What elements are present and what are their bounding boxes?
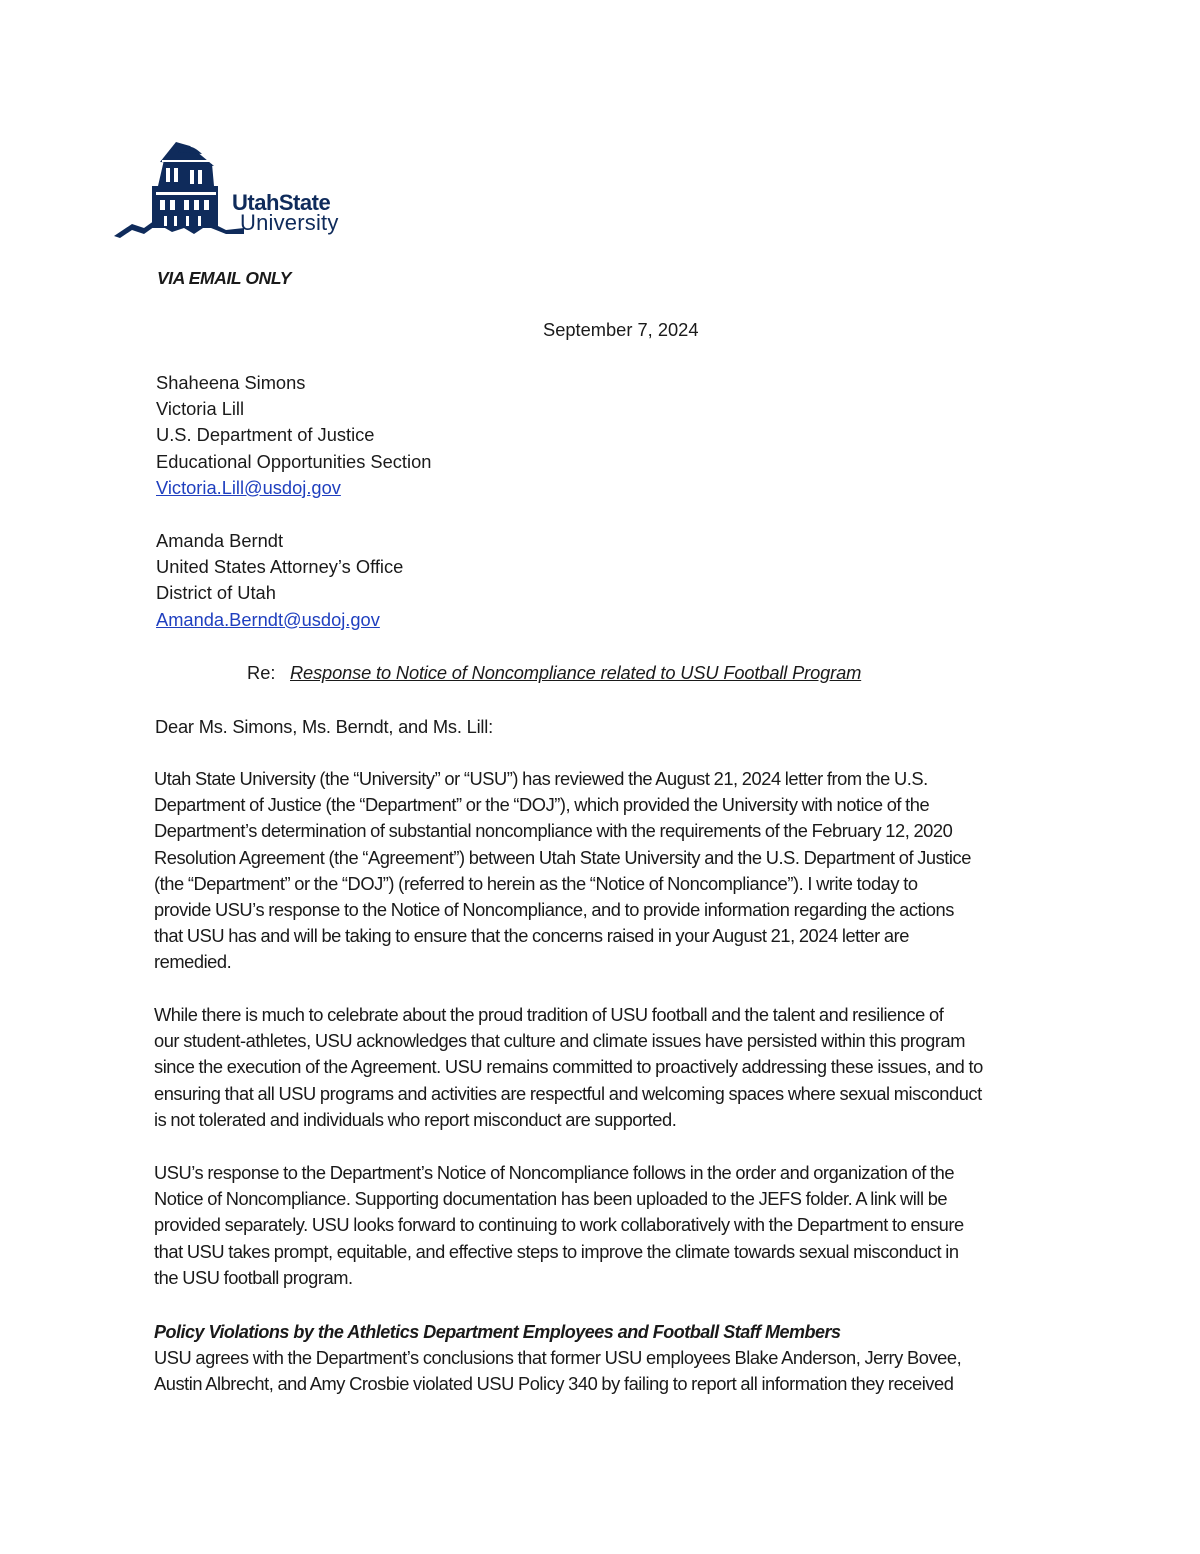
paragraph-line: that USU has and will be taking to ensure that the concerns raised in your August 21, 2024 letter are: [154, 925, 909, 947]
paragraph-line: is not tolerated and individuals who report misconduct are supported.: [154, 1108, 677, 1130]
paragraph-line: Department’s determination of substantial noncompliance with the requirements of the February 12, 2020: [154, 820, 953, 842]
recipient-section: Educational Opportunities Section: [156, 450, 432, 472]
old-main-tower-mountains-icon: [114, 138, 244, 242]
logo-line1: UtahState: [232, 190, 331, 215]
re-label: Re:: [247, 662, 276, 683]
recipient-block-usao: [156, 528, 403, 633]
recipient-email-link[interactable]: Victoria.Lill@usdoj.gov: [156, 476, 341, 498]
paragraph-line: our student-athletes, USU acknowledges that culture and climate issues have persisted within this program: [154, 1030, 965, 1052]
paragraph-line: Notice of Noncompliance. Supporting documentation has been uploaded to the JEFS folder. A link will be: [154, 1188, 948, 1210]
body-paragraph-3: [154, 1160, 1094, 1291]
paragraph-line: remedied.: [154, 951, 232, 973]
paragraph-line: provide USU’s response to the Notice of Noncompliance, and to provide information regarding the actions: [154, 899, 954, 921]
recipient-block-doj: [156, 370, 431, 501]
paragraph-line: Resolution Agreement (the “Agreement”) between Utah State University and the U.S. Department of Justice: [154, 846, 971, 868]
paragraph-line: provided separately. USU looks forward to continuing to work collaboratively with the Department to ensure: [154, 1214, 964, 1236]
recipient-district: District of Utah: [156, 582, 276, 604]
letter-date: September 7, 2024: [543, 319, 699, 340]
recipient-name: Amanda Berndt: [156, 530, 284, 551]
body-paragraph-1: [154, 766, 1094, 976]
paragraph-line: Department of Justice (the “Department” or the “DOJ”), which provided the University with notice of the: [154, 794, 930, 816]
recipient-name: Victoria Lill: [156, 398, 245, 420]
paragraph-line: the USU football program.: [154, 1266, 353, 1288]
recipient-email-link[interactable]: Amanda.Berndt@usdoj.gov: [156, 608, 380, 630]
recipient-organization: U.S. Department of Justice: [156, 424, 375, 446]
usu-logo: [114, 138, 384, 242]
paragraph-line: since the execution of the Agreement. USU remains committed to proactively addressing these issues, and to: [154, 1056, 983, 1078]
recipient-name: Shaheena Simons: [156, 372, 306, 393]
paragraph-line: USU agrees with the Department’s conclusions that former USU employees Blake Anderson, Jerry Bovee,: [154, 1347, 962, 1368]
section-paragraph: [154, 1345, 1094, 1397]
re-subject: Response to Notice of Noncompliance related to USU Football Program: [290, 662, 862, 683]
logo-line2: University: [240, 210, 339, 235]
paragraph-line: Utah State University (the “University” or “USU”) has reviewed the August 21, 2024 letter from the U.S.: [154, 768, 928, 789]
delivery-note: VIA EMAIL ONLY: [157, 268, 292, 288]
paragraph-line: While there is much to celebrate about the proud tradition of USU football and the talent and resilience of: [154, 1004, 944, 1025]
paragraph-line: USU’s response to the Department’s Notice of Noncompliance follows in the order and organization of the: [154, 1162, 955, 1183]
recipient-organization: United States Attorney’s Office: [156, 556, 404, 578]
section-heading: Policy Violations by the Athletics Department Employees and Football Staff Members: [154, 1322, 841, 1342]
subject-line: [247, 660, 861, 686]
logo-wordmark: [232, 192, 339, 234]
paragraph-line: Austin Albrecht, and Amy Crosbie violated USU Policy 340 by failing to report all information they received: [154, 1373, 954, 1395]
salutation: Dear Ms. Simons, Ms. Berndt, and Ms. Lill:: [155, 716, 494, 737]
body-paragraph-2: [154, 1002, 1094, 1133]
paragraph-line: ensuring that all USU programs and activities are respectful and welcoming spaces where sexual misconduct: [154, 1082, 982, 1104]
paragraph-line: (the “Department” or the “DOJ”) (referred to herein as the “Notice of Noncompliance”). I write today to: [154, 872, 918, 894]
paragraph-line: that USU takes prompt, equitable, and effective steps to improve the climate towards sexual misconduct in: [154, 1240, 959, 1262]
